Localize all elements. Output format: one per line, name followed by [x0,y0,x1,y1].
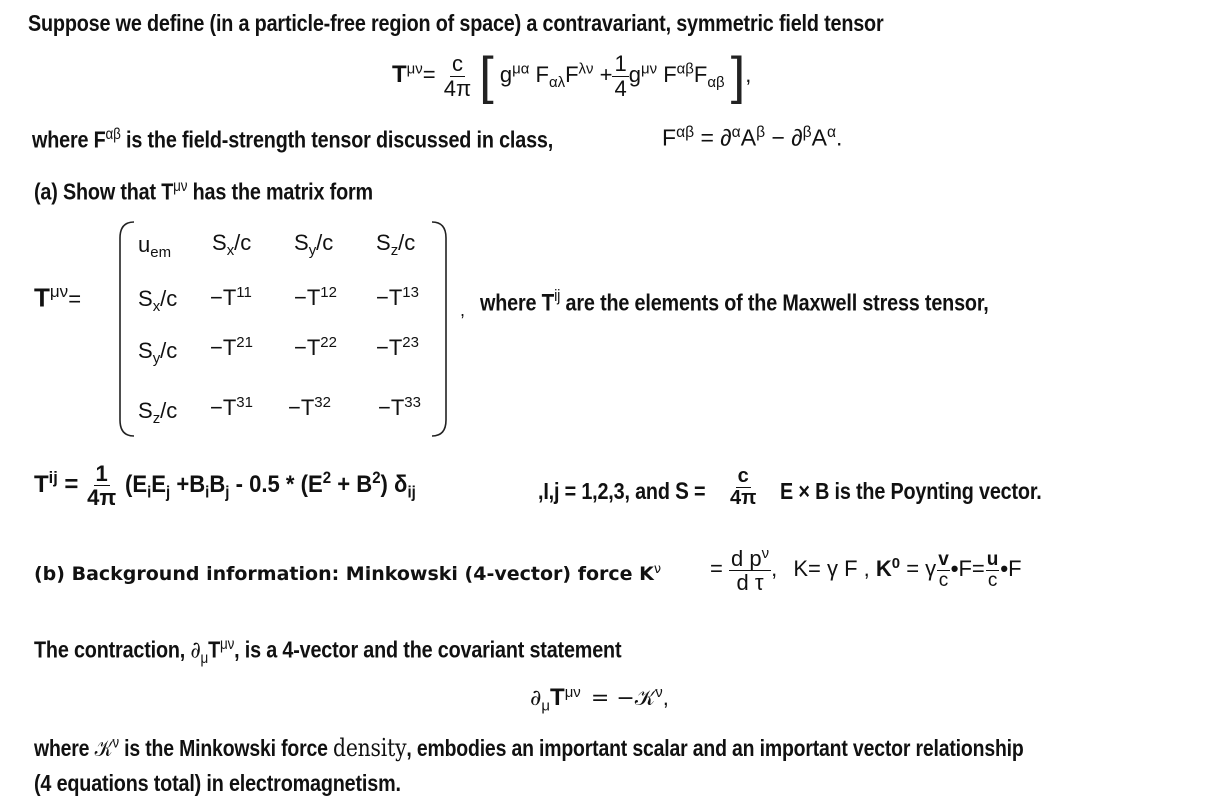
body-text: E [151,470,166,498]
minus-t: −T [376,285,403,311]
eq-gamma: = γ [906,556,937,582]
minus-t: −T [376,335,403,361]
fraction-numerator: c [451,51,463,77]
intro-line: Suppose we define (in a particle-free region of space) a contravariant, symmetric field tensor [28,10,884,36]
t-superscript: 22 [320,334,337,351]
comma: , [745,61,752,87]
t-superscript: 23 [402,334,419,351]
body-subscript: i [146,483,152,502]
body-text: - 0.5 * (E [229,470,323,498]
partial-symbol: ∂ [530,686,542,712]
t-superscript: 33 [404,394,421,411]
where-text [32,126,553,154]
over-c: /c [160,338,178,363]
comma: , [662,685,669,711]
comma: , [771,556,778,582]
t-superscript: ij [48,468,58,487]
fraction-denominator: d τ [736,570,764,596]
final-line-2: (4 equations total) in electromagnetism. [34,770,401,796]
t-superscript: 21 [236,334,253,351]
dp-text: d p [730,546,762,572]
equals-sign: = [688,478,706,504]
tensor-superscript: μν [220,636,235,653]
u-over-c-fraction [985,550,1001,591]
minus-t: −T [294,285,321,311]
density-word: density [333,734,407,762]
fraction-numerator: u [986,548,999,570]
poynting-text [538,478,705,506]
metric-g-superscript: μα [512,60,530,78]
where-field-strength-line [32,126,638,154]
right-bracket: ] [730,47,746,105]
caption-superscript: ij [554,286,561,305]
fraction-denominator: 4π [443,75,472,101]
part-a-text: has the matrix form [187,178,373,205]
s-subscript: z [152,410,161,428]
matrix-cell-t23 [376,334,419,361]
part-a-heading [34,178,373,206]
contraction-text [34,636,621,668]
minkowski-force-equation [710,546,1022,594]
potential-A: A [740,124,757,151]
field-F-subscript: αλ [548,74,566,92]
minus-partial: − ∂ [765,124,803,151]
caption-text: where [480,289,542,316]
k-density-symbol: 𝒦 [94,736,113,762]
u-symbol: u [138,232,151,257]
maxwell-stress-definition [34,462,441,509]
matrix-cell-t13 [376,284,419,311]
one-quarter-fraction [612,52,628,99]
fraction-denominator: c [938,569,949,591]
body-subscript: i [205,483,210,502]
contraction-part: , is a 4-vector and the covariant statement [234,636,622,663]
minus-t: −T [294,335,321,361]
e-vector: E [780,478,794,504]
part-a-tensor: T [161,178,174,205]
body-subscript: j [165,483,171,502]
body-superscript: 2 [322,468,331,487]
body-text: +B [170,470,206,498]
matrix-cell-sy-c [138,338,177,367]
matrix-cell-t22 [294,334,337,361]
fraction-denominator: 4π [730,487,757,509]
f-vector: F [1008,556,1022,582]
over-c: /c [160,398,178,423]
s-symbol: S [138,286,153,311]
minus-t: −T [210,395,237,421]
part-b-text: (b) Background information: Minkowski (4-vector) force K [34,563,654,586]
s-subscript: y [308,242,317,260]
fraction-numerator: v [938,548,949,570]
partial-superscript: β [802,124,812,141]
matrix-cell-t12 [294,284,337,311]
partial-subscript: μ [541,697,551,715]
partial-subscript: μ [200,650,209,668]
s-subscript: x [226,242,235,260]
matrix-lhs [34,282,81,313]
matrix-cell-sy-c [294,230,333,259]
field-F-superscript: λν [578,60,594,78]
part-b-nu: ν [653,562,662,577]
final-text: where [34,735,95,761]
v-over-c-fraction [936,550,951,591]
equals-partial: = ∂ [700,124,732,151]
s-symbol: S [294,230,309,255]
matrix-cell-t33 [378,394,421,421]
matrix-cell-sz-c [138,398,177,427]
t-superscript: 32 [314,394,331,411]
k0-superscript: 0 [891,554,901,572]
equals-sign: = [710,556,723,582]
contraction-part: The contraction, [34,636,191,663]
minus-t: −T [288,395,315,421]
partial-symbol: ∂ [190,637,201,664]
fraction-denominator: c [987,569,998,591]
k-superscript: ν [655,684,663,701]
field-F-subscript: αβ [707,74,725,92]
field-F: F [565,61,579,87]
tensor-superscript: μν [49,282,69,301]
part-b-heading [34,562,661,585]
k0-symbol: K [875,556,892,582]
matrix-cell-u-em [138,232,171,261]
cross-sign: × [793,478,816,504]
field-F: F [663,61,677,87]
caption-tensor: T [541,289,555,317]
tensor-superscript: μν [406,60,423,78]
k-superscript: ν [112,734,119,752]
potential-A: A [811,124,827,151]
t-superscript: 31 [236,394,253,411]
minus-t: −T [210,335,237,361]
field-F: F [535,61,549,87]
final-text: , embodies an important scalar and an important vector relationship [406,735,1024,761]
index-range-text: ,I,j = 1,2,3, and [538,478,676,504]
tensor-superscript: μν [564,684,581,701]
minus-t: −T [210,285,237,311]
body-text: ) δ [380,470,408,498]
body-subscript: ij [407,483,416,502]
where-text-part: where F [32,126,106,153]
equals-sign: = [971,556,985,582]
covariant-statement [530,684,669,714]
matrix-cell-sz-c [376,230,415,259]
equals-sign: = [422,61,436,87]
tensor-symbol: T [208,636,221,663]
over-c: /c [160,286,178,311]
left-bracket: [ [479,47,494,105]
s-subscript: y [152,350,161,368]
maxwell-body [125,469,416,503]
s-symbol: S [138,338,153,363]
period: . [836,124,843,151]
k-vector: K [793,556,808,582]
stress-energy-matrix [118,218,448,440]
fraction [728,466,758,509]
dp-dtau-fraction [729,546,771,594]
tensor-symbol: T [550,684,565,712]
part-a-superscript: μν [173,178,188,195]
c-over-4pi-poynting [728,466,758,509]
body-text: B [209,470,226,498]
dp-superscript: ν [761,545,770,562]
field-F-superscript: αβ [676,124,695,141]
matrix-trailing-comma: , [460,300,466,320]
field-strength-definition [662,124,842,152]
field-F: F [662,124,677,151]
matrix-cell-sx-c [138,286,177,315]
u-subscript: em [150,244,172,262]
minus-k-density: = −𝒦 [590,686,656,712]
final-line-1 [34,734,1024,762]
part-a-text: (a) Show that [34,178,162,205]
fraction-numerator [729,546,771,571]
where-superscript: αβ [105,126,121,143]
poynting-s: S [675,478,689,505]
equals-sign: = [64,470,79,498]
maxwell-stress-caption [480,286,989,317]
potential-superscript: β [756,124,766,141]
tensor-symbol: T [34,282,50,313]
t-superscript: 13 [402,284,419,301]
metric-g: g [499,61,513,87]
metric-g: g [628,61,641,87]
matrix-cell-t21 [210,334,253,361]
matrix-cell-t31 [210,394,253,421]
t-symbol: T [34,470,49,498]
body-text: + B [330,470,373,498]
caption-text: are the elements of the Maxwell stress tensor, [560,289,989,316]
dot-bullet: • [950,556,959,582]
matrix-cell-sx-c [212,230,251,259]
over-c: /c [398,230,416,255]
contraction-line [34,636,717,668]
fraction-denominator: 4 [614,75,627,101]
tensor-definition-equation [392,46,751,106]
matrix-cell-t32 [288,394,331,421]
where-text-part: is the field-strength tensor discussed in class, [120,126,554,153]
partial-superscript: α [731,124,741,141]
one-over-4pi-fraction [85,462,118,509]
potential-superscript: α [826,124,837,141]
poynting-tail: is the Poynting vector. [829,478,1042,504]
equals-sign: = [68,286,82,312]
fraction-numerator: 1 [95,461,108,486]
t-superscript: 11 [236,284,252,301]
final-text: is the Minkowski force [118,735,334,761]
matrix-cell-t11 [210,284,252,311]
field-F-superscript: αβ [676,60,694,78]
b-vector: B [815,478,830,504]
body-text: (E [124,470,147,498]
s-subscript: z [390,242,399,260]
over-c: /c [234,230,252,255]
s-symbol: S [376,230,391,255]
fraction-denominator: 4π [87,485,117,511]
c-over-4pi-fraction [442,52,473,99]
tensor-symbol: T [392,60,407,88]
body-subscript: j [225,483,230,502]
plus-sign: + [599,61,613,87]
minus-t: −T [378,395,405,421]
field-F: F [693,61,708,87]
over-c: /c [316,230,334,255]
gamma-f: = γ F , [808,556,870,582]
metric-g-superscript: μν [640,60,658,78]
dot-bullet: • [1000,556,1009,582]
s-subscript: x [152,298,161,316]
fraction-numerator: c [737,465,749,487]
f-vector: F [958,556,972,582]
t-superscript: 12 [320,284,337,301]
body-superscript: 2 [372,468,381,487]
fraction-numerator: 1 [614,51,627,77]
s-symbol: S [138,398,153,423]
poynting-vector-text [780,478,1042,505]
s-symbol: S [212,230,227,255]
